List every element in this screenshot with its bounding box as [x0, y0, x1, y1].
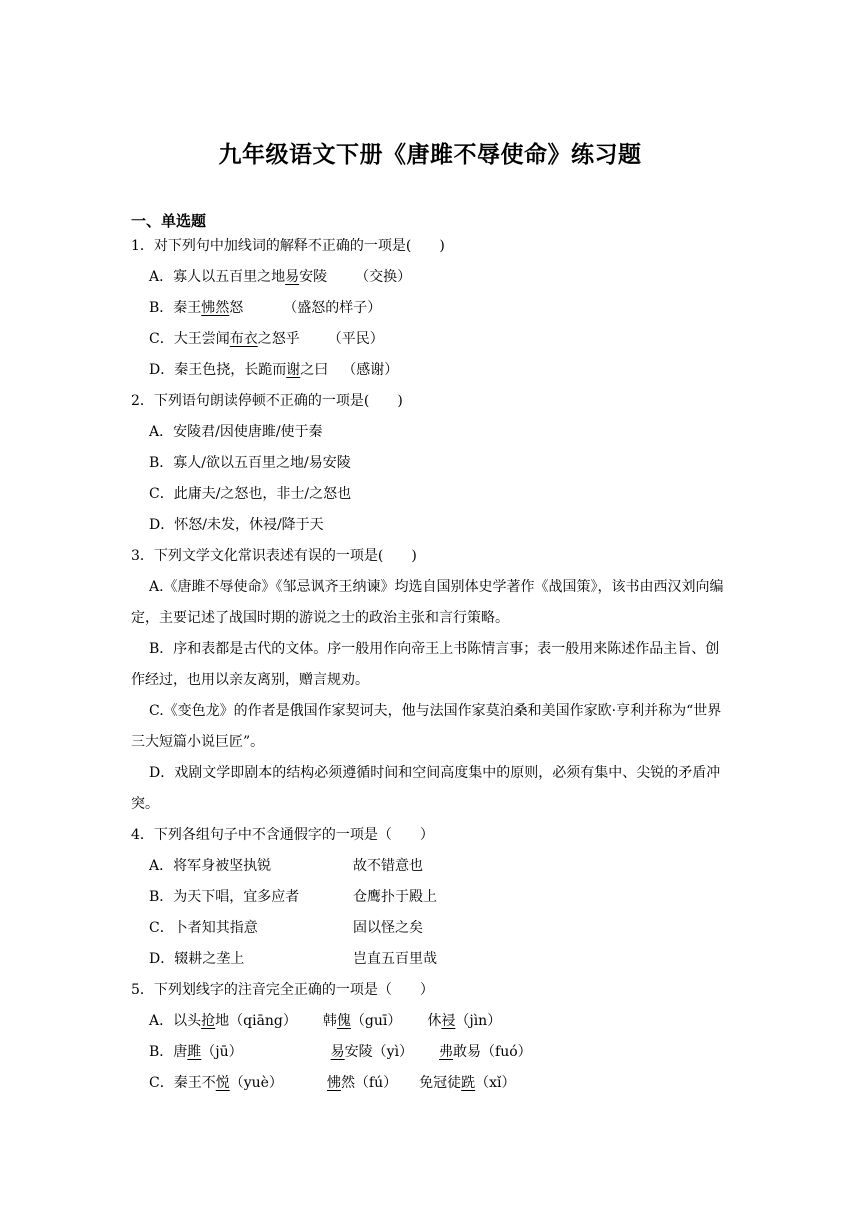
question-1-option-c: C．大王尝闻布衣之怒乎 （平民）	[149, 331, 384, 347]
page-title: 九年级语文下册《唐雎不辱使命》练习题	[218, 142, 642, 168]
question-1-option-a: A．寡人以五百里之地易安陵 （交换）	[149, 269, 412, 285]
question-3-stem: 3．下列文学文化常识表述有误的一项是( )	[131, 548, 417, 564]
question-2-stem: 2．下列语句朗读停顿不正确的一项是( )	[131, 393, 403, 409]
question-1-option-d: D．秦王色挠，长跪而谢之曰 （感谢）	[149, 362, 399, 378]
question-2-option-b: B．寡人/欲以五百里之地/易安陵	[149, 455, 351, 471]
question-3-option-c: C.《变色龙》的作者是俄国作家契诃夫，他与法国作家莫泊桑和美国作家欧·亨利并称为“世界三大短篇小说巨匠”。	[131, 703, 722, 750]
question-1-stem: 1．对下列句中加线词的解释不正确的一项是( )	[131, 238, 445, 254]
section-heading: 一、单选题	[131, 212, 207, 230]
question-2-option-c: C．此庸夫/之怒也，非士/之怒也	[149, 486, 352, 502]
question-3-option-b: B．序和表都是古代的文体。序一般用作向帝王上书陈情言事；表一般用来陈述作品主旨、创作经过，也用以亲友离别，赠言规劝。	[131, 641, 720, 688]
question-4-stem: 4．下列各组句子中不含通假字的一项是（ ）	[131, 827, 434, 843]
question-4-option-d: D．辍耕之垄上 岂直五百里哉	[149, 951, 437, 967]
question-4-option-c: C．卜者知其指意 固以怪之矣	[149, 920, 423, 936]
question-5-option-b: B．唐雎（jū） 易安陵（yì） 弗敢易（fuó）	[149, 1044, 532, 1060]
question-list	[131, 231, 731, 1099]
question-5-stem: 5．下列划线字的注音完全正确的一项是（ ）	[131, 982, 434, 998]
question-4-option-a: A．将军身被坚执锐 故不错意也	[149, 858, 423, 874]
question-4-option-b: B．为天下唱，宜多应者 仓鹰扑于殿上	[149, 889, 437, 905]
question-2-option-a: A．安陵君/因使唐雎/使于秦	[149, 424, 323, 440]
question-2-option-d: D．怀怒/未发，休祲/降于天	[149, 517, 324, 533]
question-5-option-a: A．以头抢地（qiāng） 韩傀（guī） 休祲（jìn）	[149, 1013, 502, 1029]
question-3-option-d: D．戏剧文学即剧本的结构必须遵循时间和空间高度集中的原则，必须有集中、尖锐的矛盾冲突。	[131, 765, 721, 812]
question-3-option-a: A.《唐雎不辱使命》《邹忌讽齐王纳谏》均选自国别体史学著作《战国策》，该书由西汉刘向编定，主要记述了战国时期的游说之士的政治主张和言行策略。	[131, 579, 724, 626]
question-1-option-b: B．秦王怫然怒 （盛怒的样子）	[149, 300, 382, 316]
question-5-option-c: C．秦王不悦（yuè） 怫然（fú） 免冠徒跣（xǐ）	[149, 1075, 516, 1091]
